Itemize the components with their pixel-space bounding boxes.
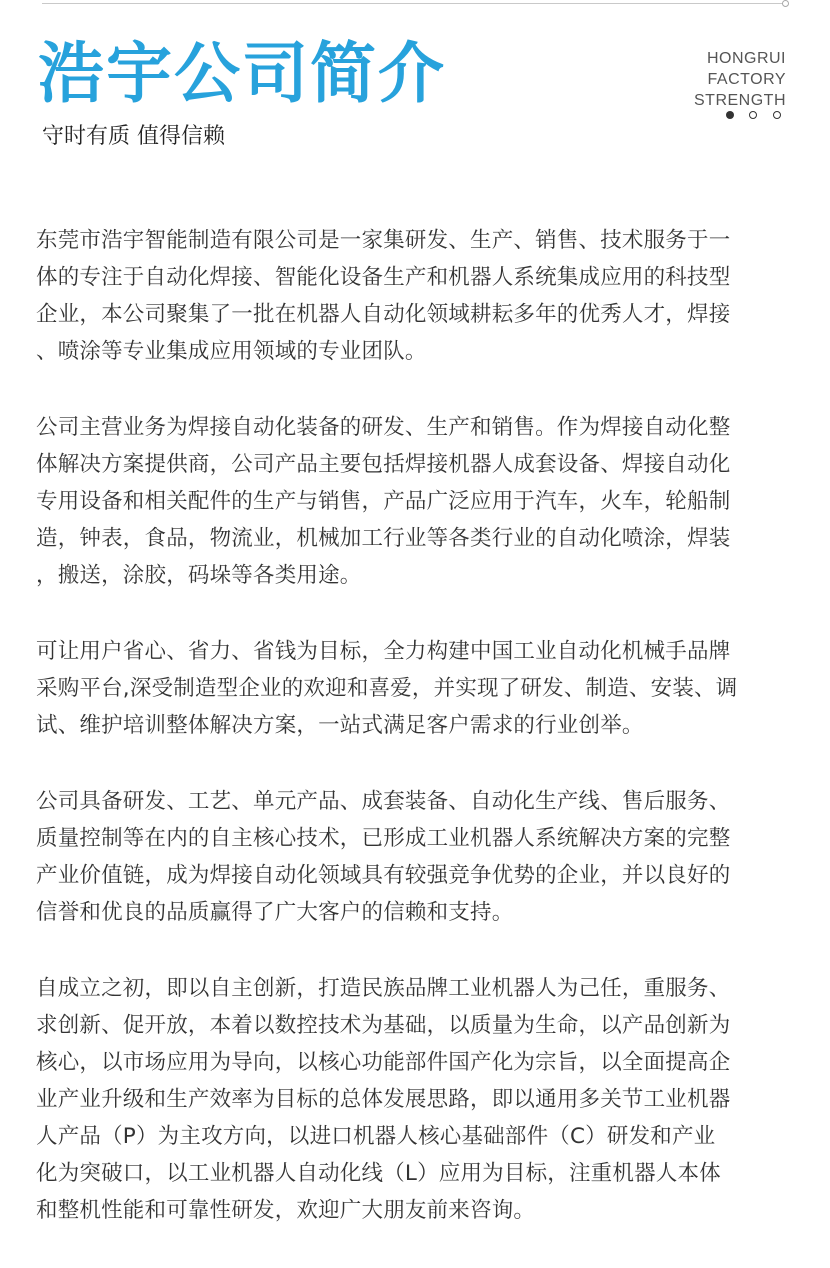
text-line: 人产品（P）为主攻方向，以进口机器人核心基础部件（C）研发和产业 [36, 1124, 716, 1149]
text-line: 试、维护培训整体解决方案，一站式满足客户需求的行业创举。 [36, 713, 644, 738]
dot-hollow-icon [749, 111, 757, 119]
text-line: 企业，本公司聚集了一批在机器人自动化领域耕耘多年的优秀人才，焊接 [36, 302, 731, 327]
brand-line: STRENGTH [694, 92, 786, 109]
text-line: 质量控制等在内的自主核心技术，已形成工业机器人系统解决方案的完整 [36, 826, 731, 851]
divider-end-circle-icon [782, 0, 789, 7]
text-line: 信誉和优良的品质赢得了广大客户的信赖和支持。 [36, 900, 514, 925]
text-line: 核心，以市场应用为导向，以核心功能部件国产化为宗旨，以全面提高企 [36, 1050, 731, 1075]
text-line: 公司主营业务为焊接自动化装备的研发、生产和销售。作为焊接自动化整 [36, 415, 731, 440]
text-line: 东莞市浩宇智能制造有限公司是一家集研发、生产、销售、技术服务于一 [36, 228, 731, 253]
slogan: 守时有质 值得信赖 [42, 124, 225, 149]
text-line: 化为突破口，以工业机器人自动化线（L）应用为目标，注重机器人本体 [36, 1161, 721, 1186]
text-line: 体解决方案提供商，公司产品主要包括焊接机器人成套设备、焊接自动化 [36, 452, 731, 477]
text-line: 、喷涂等专业集成应用领域的专业团队。 [36, 339, 427, 364]
top-divider [42, 3, 784, 4]
text-line: 和整机性能和可靠性研发，欢迎广大朋友前来咨询。 [36, 1198, 536, 1223]
dot-hollow-icon [773, 111, 781, 119]
page-title: 浩宇公司简介 [38, 35, 446, 112]
brand-tagline [656, 48, 786, 111]
paragraph [36, 970, 808, 1229]
text-line: 专用设备和相关配件的生产与销售，产品广泛应用于汽车，火车，轮船制 [36, 489, 731, 514]
text-line: 体的专注于自动化焊接、智能化设备生产和机器人系统集成应用的科技型 [36, 265, 731, 290]
text-line: 产业价值链，成为焊接自动化领域具有较强竞争优势的企业，并以良好的 [36, 863, 731, 888]
paragraph [36, 633, 808, 744]
paragraph [36, 783, 808, 931]
paragraph [36, 409, 808, 594]
text-line: 公司具备研发、工艺、单元产品、成套装备、自动化生产线、售后服务、 [36, 789, 731, 814]
dot-filled-icon [726, 111, 734, 119]
text-line: 求创新、促开放，本着以数控技术为基础，以质量为生命，以产品创新为 [36, 1013, 731, 1038]
brand-line: HONGRUI [706, 50, 786, 67]
text-line: 自成立之初，即以自主创新，打造民族品牌工业机器人为己任，重服务、 [36, 976, 731, 1001]
text-line: ，搬送，涂胶，码垛等各类用途。 [36, 563, 362, 588]
company-intro-body [36, 222, 808, 1268]
pagination-dots [724, 111, 786, 123]
text-line: 造，钟表，食品，物流业，机械加工行业等各类行业的自动化喷涂，焊装 [36, 526, 731, 551]
text-line: 可让用户省心、省力、省钱为目标，全力构建中国工业自动化机械手品牌 [36, 639, 731, 664]
text-line: 业产业升级和生产效率为目标的总体发展思路，即以通用多关节工业机器 [36, 1087, 731, 1112]
text-line: 采购平台,深受制造型企业的欢迎和喜爱，并实现了研发、制造、安装、调 [36, 676, 738, 701]
brand-line: FACTORY [707, 71, 786, 88]
paragraph [36, 222, 808, 370]
